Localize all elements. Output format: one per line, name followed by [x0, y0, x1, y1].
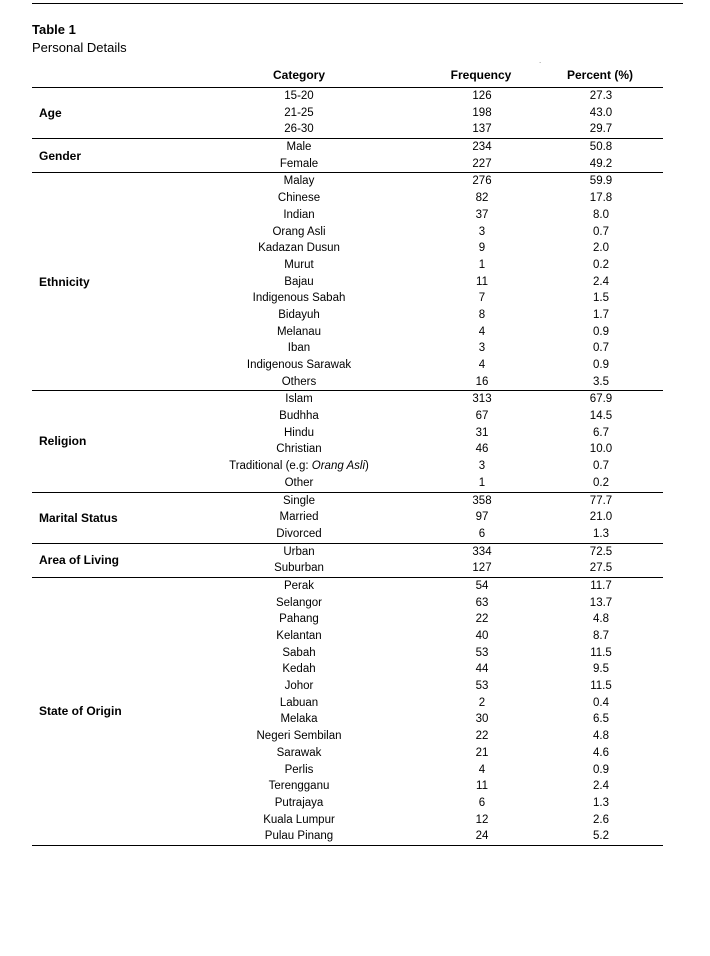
percent-cell: 3.5	[593, 375, 609, 388]
category-cell: Budhha	[279, 410, 319, 423]
group-label: State of Origin	[39, 704, 122, 719]
table-row	[32, 661, 663, 678]
frequency-cell: 31	[475, 426, 489, 439]
header-frequency: Frequency	[450, 68, 512, 82]
top-rule	[32, 3, 683, 4]
frequency-cell: 4	[478, 359, 486, 371]
category-cell: Putrajaya	[274, 796, 324, 809]
category-cell: Married	[279, 511, 319, 524]
frequency-cell: 227	[472, 157, 492, 170]
category-cell: Sarawak	[276, 746, 322, 759]
frequency-cell: 82	[475, 192, 489, 205]
percent-cell: 4.8	[593, 613, 609, 626]
category-italic-text: Orang Asli	[311, 460, 366, 473]
category-cell: Male	[286, 141, 312, 154]
table-row	[32, 595, 663, 612]
percent-cell: 2.6	[593, 813, 609, 826]
table-group	[32, 578, 663, 846]
percent-cell: 1.5	[593, 292, 609, 305]
group-label: Gender	[39, 148, 82, 163]
frequency-cell: 2	[478, 696, 486, 709]
category-cell: Urban	[283, 545, 315, 558]
percent-cell: 1.3	[593, 796, 609, 809]
category-cell: Islam	[285, 393, 313, 406]
table-row	[32, 828, 663, 845]
table-row	[32, 139, 663, 156]
table-row	[32, 695, 663, 712]
category-cell: Terengganu	[268, 780, 330, 793]
table-row	[32, 611, 663, 628]
category-cell: Bajau	[284, 275, 314, 288]
table-row	[32, 711, 663, 728]
table-row	[32, 88, 663, 105]
category-cell: Kelantan	[276, 630, 322, 642]
table-row	[32, 493, 663, 510]
percent-cell: 2.4	[593, 780, 609, 793]
table-row	[32, 526, 663, 543]
percent-cell: 29.7	[589, 123, 613, 136]
frequency-cell: 11	[476, 780, 488, 793]
table-row	[32, 795, 663, 812]
frequency-cell: 12	[475, 813, 489, 826]
frequency-cell: 37	[475, 208, 489, 221]
frequency-cell: 4	[478, 325, 486, 338]
percent-cell: 10.0	[589, 443, 613, 456]
table-row	[32, 340, 663, 357]
category-cell: Orang Asli	[272, 225, 326, 238]
percent-cell: 49.2	[589, 157, 613, 170]
group-label: Ethnicity	[39, 274, 90, 289]
category-cell: Sabah	[282, 646, 316, 659]
group-label: Marital Status	[39, 510, 118, 525]
percent-cell: 6.5	[593, 713, 609, 726]
table-body	[32, 88, 663, 846]
table-header	[32, 60, 663, 88]
table-row	[32, 441, 663, 458]
table-row	[32, 628, 663, 645]
frequency-cell: 30	[475, 713, 489, 726]
category-cell: Johor	[284, 680, 314, 693]
stray-mark: .	[539, 56, 542, 65]
percent-cell: 72.5	[589, 545, 613, 558]
table-row	[32, 544, 663, 561]
percent-cell: 0.7	[593, 225, 609, 238]
frequency-cell: 3	[478, 342, 486, 355]
category-cell: Bidayuh	[278, 308, 320, 321]
percent-cell: 21.0	[589, 511, 613, 524]
table-row	[32, 173, 663, 190]
table-row	[32, 408, 663, 425]
frequency-cell: 4	[478, 763, 486, 776]
percent-cell: 43.0	[589, 106, 613, 119]
category-cell: Indian	[283, 208, 315, 221]
frequency-cell: 63	[475, 596, 489, 609]
frequency-cell: 1	[478, 258, 486, 271]
percent-cell: 0.4	[593, 696, 609, 709]
percent-cell: 0.2	[593, 476, 609, 489]
percent-cell: 8.0	[593, 208, 609, 221]
table-row	[32, 156, 663, 173]
category-cell: Kadazan Dusun	[258, 242, 340, 255]
frequency-cell: 22	[475, 613, 489, 626]
frequency-cell: 3	[478, 460, 486, 473]
percent-cell: 0.2	[593, 258, 609, 271]
frequency-cell: 53	[475, 646, 489, 659]
frequency-cell: 22	[475, 730, 489, 743]
category-cell: 26-30	[284, 123, 314, 136]
frequency-cell: 53	[475, 680, 489, 693]
category-cell: Kedah	[282, 663, 316, 676]
frequency-cell: 40	[475, 630, 489, 642]
category-cell: Negeri Sembilan	[256, 730, 342, 743]
frequency-cell: 358	[472, 494, 492, 507]
table-row	[32, 812, 663, 829]
table-row	[32, 121, 663, 138]
frequency-cell: 9	[478, 242, 486, 255]
table-row	[32, 307, 663, 324]
group-label: Religion	[39, 434, 87, 449]
table-group	[32, 88, 663, 139]
frequency-cell: 276	[472, 175, 492, 188]
table-row	[32, 240, 663, 257]
percent-cell: 6.7	[593, 426, 609, 439]
table-row	[32, 509, 663, 526]
percent-cell: 77.7	[589, 494, 613, 507]
category-text: Traditional (e.g:	[229, 460, 312, 473]
table-group	[32, 391, 663, 492]
table-title: Table 1	[32, 22, 76, 37]
frequency-cell: 54	[475, 579, 489, 592]
table-row	[32, 224, 663, 241]
percent-cell: 13.7	[589, 596, 613, 609]
category-tail-text: )	[365, 460, 369, 473]
percent-cell: 5.2	[593, 830, 609, 843]
percent-cell: 2.0	[593, 242, 609, 255]
category-cell: Single	[283, 494, 315, 507]
frequency-cell: 6	[478, 527, 486, 540]
percent-cell: 11.5	[590, 646, 612, 659]
frequency-cell: 127	[472, 562, 492, 575]
table-row	[32, 391, 663, 408]
table-group	[32, 493, 663, 544]
percent-cell: 0.9	[593, 325, 609, 338]
category-cell: Suburban	[274, 562, 324, 575]
frequency-cell: 7	[478, 292, 486, 305]
table-row	[32, 678, 663, 695]
percent-cell: 0.9	[593, 763, 609, 776]
percent-cell: 27.3	[589, 90, 613, 102]
category-cell: Female	[279, 157, 319, 170]
percent-cell: 4.6	[593, 746, 609, 759]
category-cell: 15-20	[284, 90, 314, 102]
percent-cell: 0.9	[593, 359, 609, 371]
category-cell: Iban	[287, 342, 311, 355]
table-subtitle: Personal Details	[32, 40, 127, 55]
category-cell: Melanau	[276, 325, 322, 338]
percent-cell: 8.7	[593, 630, 609, 642]
header-percent: Percent (%)	[566, 68, 634, 82]
percent-cell: 59.9	[589, 175, 613, 188]
table-row	[32, 728, 663, 745]
percent-cell: 27.5	[589, 562, 613, 575]
percent-cell: 0.7	[593, 460, 609, 473]
group-label: Area of Living	[39, 553, 120, 568]
category-cell: Pulau Pinang	[264, 830, 334, 843]
percent-cell: 67.9	[589, 393, 613, 406]
category-cell: Other	[284, 476, 314, 489]
frequency-cell: 313	[472, 393, 492, 406]
table-row	[32, 290, 663, 307]
category-cell: Pahang	[279, 613, 319, 626]
percent-cell: 9.5	[593, 663, 609, 676]
category-cell: Murut	[284, 258, 314, 271]
category-cell: Divorced	[276, 527, 322, 540]
table-group	[32, 139, 663, 173]
percent-cell: 0.7	[593, 342, 609, 355]
frequency-cell: 24	[475, 830, 489, 843]
frequency-cell: 3	[478, 225, 486, 238]
percent-cell: 1.3	[593, 527, 609, 540]
frequency-cell: 97	[475, 511, 489, 524]
frequency-cell: 44	[475, 663, 489, 676]
category-cell: Perak	[283, 579, 315, 592]
percent-cell: 2.4	[593, 275, 609, 288]
table-row	[32, 560, 663, 577]
category-cell: Indigenous Sabah	[252, 292, 346, 305]
category-cell: Christian	[276, 443, 322, 456]
table-row	[32, 762, 663, 779]
table-row	[32, 374, 663, 391]
frequency-cell: 21	[475, 746, 489, 759]
frequency-cell: 46	[475, 443, 489, 456]
frequency-cell: 1	[478, 476, 486, 489]
table-row	[32, 458, 663, 475]
frequency-cell: 198	[472, 106, 492, 119]
table-row	[32, 257, 663, 274]
frequency-cell: 234	[472, 141, 492, 154]
percent-cell: 11.7	[590, 579, 612, 592]
category-cell: Others	[281, 375, 317, 388]
table-row	[32, 357, 663, 374]
frequency-cell: 11	[476, 275, 488, 288]
percent-cell: 17.8	[589, 192, 613, 205]
frequency-cell: 126	[472, 90, 492, 102]
category-cell: 21-25	[284, 106, 314, 119]
personal-details-table	[32, 60, 663, 846]
table-row	[32, 207, 663, 224]
table-row	[32, 778, 663, 795]
table-row	[32, 645, 663, 662]
table-row	[32, 190, 663, 207]
category-cell: Hindu	[283, 426, 315, 439]
table-row	[32, 274, 663, 291]
table-row	[32, 105, 663, 122]
table-row	[32, 745, 663, 762]
header-category: Category	[272, 68, 326, 82]
table-group	[32, 544, 663, 578]
frequency-cell: 67	[475, 410, 489, 423]
percent-cell: 4.8	[593, 730, 609, 743]
frequency-cell: 6	[478, 796, 486, 809]
group-label: Age	[39, 106, 62, 121]
category-cell: Perlis	[284, 763, 314, 776]
frequency-cell: 8	[478, 308, 486, 321]
category-cell: Labuan	[279, 696, 319, 709]
category-cell	[229, 460, 369, 472]
percent-cell: 1.7	[593, 308, 609, 321]
table-row	[32, 475, 663, 492]
table-row	[32, 578, 663, 595]
percent-cell: 14.5	[589, 410, 613, 423]
category-cell: Indigenous Sarawak	[246, 359, 352, 371]
table-group	[32, 173, 663, 391]
frequency-cell: 137	[472, 123, 492, 136]
table-row	[32, 324, 663, 341]
category-cell: Kuala Lumpur	[263, 813, 335, 826]
percent-cell: 11.5	[590, 680, 612, 693]
percent-cell: 50.8	[589, 141, 613, 154]
category-cell: Malay	[283, 175, 315, 188]
frequency-cell: 334	[472, 545, 492, 558]
category-cell: Melaka	[280, 713, 318, 726]
frequency-cell: 16	[475, 375, 489, 388]
category-cell: Selangor	[275, 596, 323, 609]
table-row	[32, 425, 663, 442]
category-cell: Chinese	[277, 192, 321, 205]
